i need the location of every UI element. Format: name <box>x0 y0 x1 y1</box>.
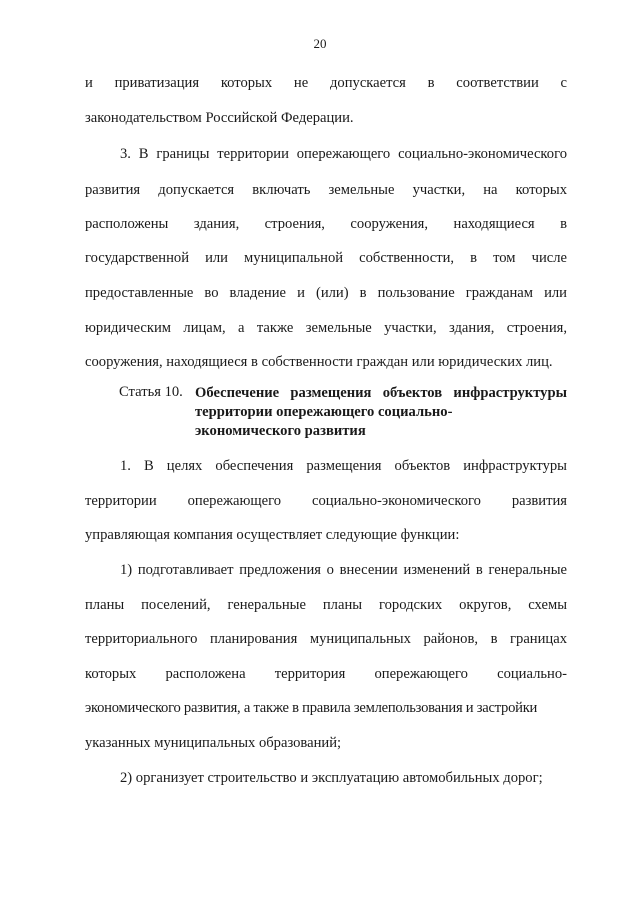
text-line: законодательством Российской Федерации. <box>85 110 354 126</box>
article-label: Статья 10. <box>119 384 183 400</box>
article-title-line: Обеспечение размещения объектов инфраструктуры <box>195 385 567 401</box>
text-line: 1. В целях обеспечения размещения объектов инфраструктуры <box>120 458 567 474</box>
text-line: которых расположена территория опережающего социально- <box>85 666 567 682</box>
text-line: расположены здания, строения, сооружения, находящиеся в <box>85 216 567 232</box>
text-line: планы поселений, генеральные планы городских округов, схемы <box>85 597 567 613</box>
text-line: территории опережающего социально-экономического развития <box>85 493 567 509</box>
text-line: экономического развития, а также в правила землепользования и застройки <box>85 700 538 716</box>
text-line: юридическим лицам, а также земельные участки, здания, строения, <box>85 320 567 336</box>
article-title-line: территории опережающего социально- <box>195 404 453 420</box>
text-line: и приватизация которых не допускается в соответствии с <box>85 75 567 91</box>
text-line: указанных муниципальных образований; <box>85 735 342 751</box>
text-line: развития допускается включать земельные участки, на которых <box>85 182 567 198</box>
article-title-line: экономического развития <box>195 423 366 439</box>
page-number: 20 <box>313 36 327 51</box>
text-line: 1) подготавливает предложения о внесении изменений в генеральные <box>120 562 567 578</box>
text-line: сооружения, находящиеся в собственности граждан или юридических лиц. <box>85 354 553 370</box>
text-line: территориального планирования муниципальных районов, в границах <box>85 631 567 647</box>
text-line: предоставленные во владение и (или) в пользование гражданам или <box>85 285 567 301</box>
text-line: государственной или муниципальной собственности, в том числе <box>85 250 567 266</box>
text-line: управляющая компания осуществляет следующие функции: <box>85 527 460 543</box>
text-line: 3. В границы территории опережающего социально-экономического <box>120 146 567 162</box>
text-line: 2) организует строительство и эксплуатацию автомобильных дорог; <box>120 770 543 786</box>
